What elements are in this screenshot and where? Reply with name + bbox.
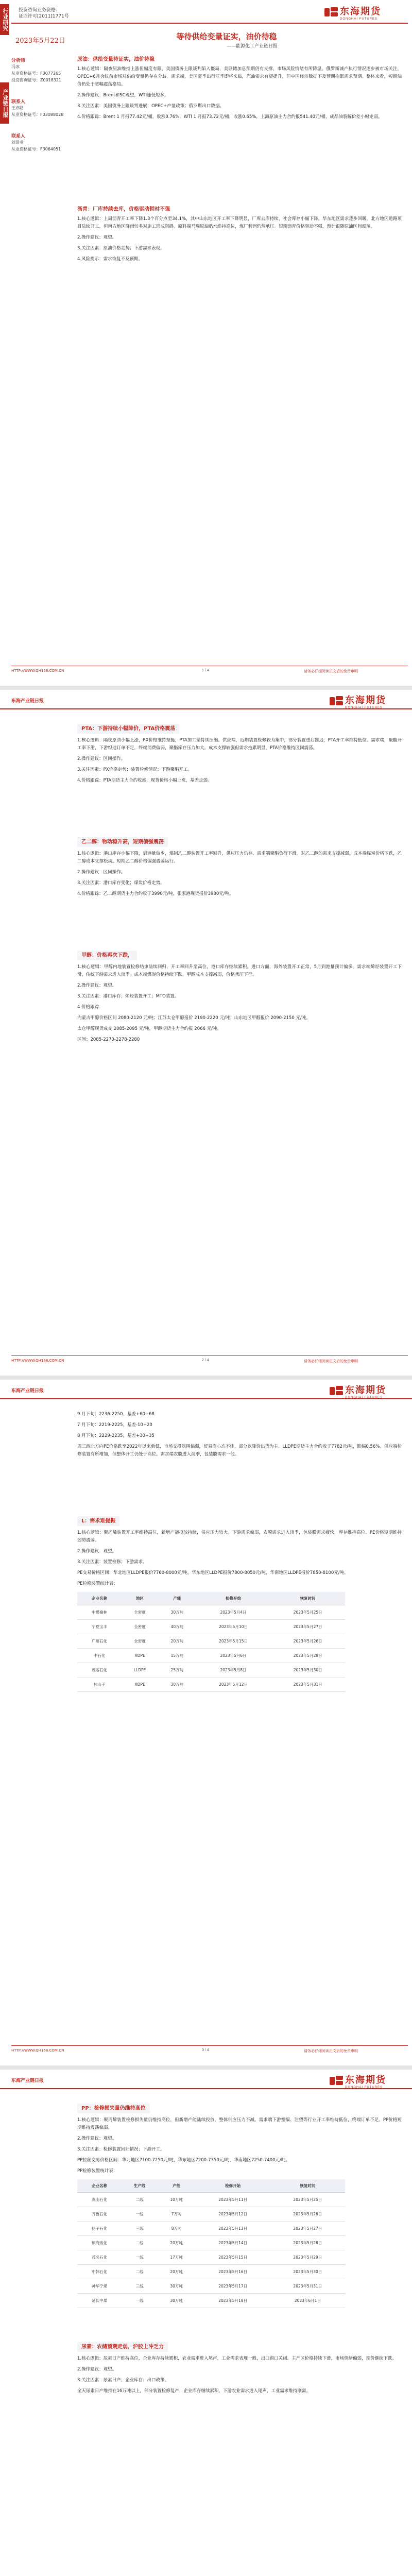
- table-cell: LLDPE: [122, 1663, 158, 1677]
- table-cell: 30万吨: [158, 1677, 196, 1692]
- table-cell: 延长中煤: [77, 2294, 122, 2308]
- table-row: [77, 2236, 345, 2250]
- page-separator: [0, 2065, 412, 2070]
- table-cell: 茂名石化: [77, 1663, 122, 1677]
- page1-body: [77, 52, 402, 266]
- futures-line: 9 月下旬：2236-2250，基差+60+68: [77, 1412, 154, 1417]
- logo-text: 东海期货: [345, 2075, 386, 2086]
- pta-title: PTA：下游持续小幅降价，PTA价格震荡: [77, 724, 179, 734]
- table-cell: 二线: [122, 2236, 157, 2250]
- table-cell: 2023年5月26日: [270, 2207, 345, 2222]
- pe-p4: PE交易价格区间：华北地区LLDPE报价7760-8000元/吨，华东地区LLDPE报价7800-8050元/吨，华南地区LLDPE报价7850-8100元/吨。: [77, 1570, 349, 1575]
- table-cell: 一线: [122, 2294, 157, 2308]
- table-row: [77, 1605, 345, 1620]
- page4-body: [77, 2100, 402, 2398]
- table-cell: 25万吨: [158, 1663, 196, 1677]
- category-tag: 行业研究: [0, 4, 9, 35]
- logo-mark-icon: [324, 7, 338, 18]
- pta-p4: 4.价格跟踪：PTA期货主力合约收涨，现货价格小幅上涨，基差走弱。: [77, 778, 212, 783]
- pp-title: PP：检修损失量仍维持高位: [77, 2104, 150, 2113]
- contact-name: 刘景业: [11, 140, 24, 145]
- license-line-2: 证监许可[2011]1771号: [19, 14, 69, 19]
- table-cell: 2023年5月15日: [196, 1634, 271, 1649]
- table-cell: 宁夏宝丰: [77, 1620, 122, 1634]
- table-header: 地区: [122, 1592, 158, 1605]
- methanol-range: 区间：2085-2270-2278-2280: [77, 1037, 140, 1042]
- header-rule: [11, 23, 408, 24]
- table-row: [77, 2250, 345, 2265]
- crude-p3: 3.关注因素：美国债务上限谈判进展；OPEC+产量政策；俄罗斯出口数据。: [77, 104, 224, 109]
- page-4: [0, 2070, 412, 2576]
- table-row: [77, 2222, 345, 2236]
- logo-en: DONGHAI FUTURES: [340, 18, 378, 21]
- table-cell: 全密度: [122, 1634, 158, 1649]
- table-cell: 8万吨: [158, 2222, 196, 2236]
- pp-intro: 周三西北方向PE价格跌至2022年以来新低，市场交投氛围偏弱，贸易商心态不佳，部分以降价出货为主。LLDPE期货主力合约收于7782元/吨，跌幅0.56%。供应端检修装置有所增加，但整体开工仍处于高位。需求端农膜进入淡季，包装膜需求一般。: [77, 1444, 402, 1457]
- table-row: [77, 2279, 345, 2294]
- table-cell: 2023年5月16日: [196, 2265, 270, 2279]
- table-header: 生产线: [122, 2179, 157, 2193]
- logo-mark-icon: [330, 1386, 343, 1396]
- asphalt-p3: 3.关注因素：原油价格走势；下游需求表现。: [77, 246, 165, 251]
- footer-rule: [11, 1355, 408, 1356]
- footer-url[interactable]: HTTP://WWW.QH168.COM.CN: [11, 1359, 64, 1363]
- analyst-name: 冯冰: [11, 64, 20, 69]
- table-cell: 2023年5月17日: [196, 2279, 270, 2294]
- asphalt-p1: 1.核心逻辑：上周沥青开工率下降1.3个百分点至34.1%，其中山东地区开工率下降明显，厂库去库持续，社会库存小幅下降。华东地区需求逐步回暖，北方地区道路项目陆续开工，但南方地区降雨较多对施工形成阻碍。原料端马瑞原油贴水维持高位，炼厂利润仍然承压。短期沥青价格驱动不强，预计跟随原油区间震荡。: [77, 216, 402, 229]
- running-header: [0, 1380, 412, 1399]
- crude-p1: 1.核心逻辑：隔夜原油维持上涨但幅度有限，美国债务上限谈判陷入僵局，美联储加息预期仍有支撑，市场风险情绪有所降温。俄罗斯减产执行情况逐步被市场关注，OPEC+6月会议前市场对供给变量仍存在分歧。需求端，美国夏季出行旺季即将来临，汽油需求有望提升，但中国经济数据不及预期拖累需求预期。整体来看，短期油价仍处于宽幅震荡格局。: [77, 66, 402, 87]
- table-cell: 2023年5月11日: [196, 2193, 270, 2207]
- table-cell: 2023年5月18日: [196, 2294, 270, 2308]
- table-cell: 2023年5月26日: [270, 1634, 345, 1649]
- table-header: 检修开始: [196, 1592, 271, 1605]
- eg-p4: 4.价格跟踪：乙二醇期货主力合约收于3990元/吨，张家港现货报价3980元/吨。: [77, 891, 234, 896]
- sub-tag: 产业链日报: [0, 82, 9, 124]
- table-cell: 2023年5月30日: [270, 1663, 345, 1677]
- table-row: [77, 1634, 345, 1649]
- methanol-p1: 1.核心逻辑：甲醇内地装置检修结束陆续回归，开工率回升至高位，港口库存继续累积。进口方面，海外装置开工正常，5月到港量预计偏多。需求端烯烃装置开工下滑，传统下游需求进入淡季。成本端煤炭价格持续下跌，甲醇成本支撑减弱，价格承压下行。: [77, 964, 402, 977]
- crude-title: 原油：供给变量待证实，油价待稳: [77, 57, 154, 62]
- table-cell: 三线: [122, 2279, 157, 2294]
- table-cell: 全密度: [122, 1620, 158, 1634]
- table-cell: 扬子石化: [77, 2222, 122, 2236]
- table-cell: 2023年5月13日: [196, 2222, 270, 2236]
- analyst-panel: [11, 52, 71, 152]
- table-cell: 7万吨: [158, 2207, 196, 2222]
- asphalt-p4: 4.风险提示：需求恢复不及预期。: [77, 257, 143, 262]
- table-header: 检修开始: [196, 2179, 270, 2193]
- pta-p2: 2.操作建议：区间操作。: [77, 756, 126, 761]
- company-logo: [324, 4, 381, 21]
- crude-p4: 4.价格跟踪：Brent 1 月报77.42元/桶，收涨0.76%，WTI 1 月报73.72元/桶，收涨0.65%，上海原油主力合约报541.40元/桶，成品油裂解价差小幅走弱。: [77, 114, 383, 120]
- eg-p3: 3.关注因素：港口库存变化；煤炭价格走势。: [77, 880, 165, 886]
- pe-p1: 1.核心逻辑：聚乙烯装置开工率维持高位，新增产能投放持续，供应压力较大。下游需求偏弱，农膜需求进入淡季，包装膜需求疲软，库存维持高位。PE价格短期维持弱势震荡。: [77, 1530, 402, 1543]
- table-cell: 20万吨: [158, 1634, 196, 1649]
- table-cell: 2023年5月28日: [270, 2236, 345, 2250]
- table-row: [77, 2207, 345, 2222]
- table-row: [77, 2193, 345, 2207]
- page-separator: [0, 686, 412, 690]
- methanol-p5: 内蒙古甲醇价格区间 2080-2120 元/吨；江苏太仓甲醇报价 2190-2220 元/吨；山东地区甲醇报价 2090-2150 元/吨。: [77, 1015, 311, 1021]
- running-header-label: 东海产业链日报: [11, 2078, 44, 2083]
- table-cell: 17万吨: [158, 2250, 196, 2265]
- footer-rule: [11, 2045, 408, 2046]
- pp-p1: 1.核心逻辑：聚丙烯装置检修损失量仍维持高位，但新增产能陆续投放，整体供应压力不减。需求端下游塑编、注塑等行业开工率维持低位，终端订单不足。PP价格短期维持震荡偏弱。: [77, 2117, 402, 2130]
- table-cell: 2023年5月29日: [270, 2250, 345, 2265]
- table-cell: 中韩石化: [77, 2265, 122, 2279]
- table-cell: 2023年5月31日: [270, 2279, 345, 2294]
- table-header: 恢复时间: [270, 2179, 345, 2193]
- table-cell: 二线: [122, 2193, 157, 2207]
- urea-title: 尿素：农储预期走弱，沪胶上冲乏力: [77, 2342, 168, 2352]
- table-row: [77, 1663, 345, 1677]
- logo-mark-icon: [330, 2076, 343, 2086]
- urea-p2: 2.操作建议：观望。: [77, 2367, 117, 2372]
- pp-p3: 3.关注因素：检修装置回归情况；下游开工。: [77, 2147, 165, 2152]
- pta-p3: 3.关注因素：PX价格走势；装置检修情况；下游聚酯开工。: [77, 767, 193, 772]
- company-logo: [330, 1383, 386, 1399]
- methanol-p2: 2.操作建议：观望。: [77, 983, 117, 988]
- table-cell: 茂名石化: [77, 2250, 122, 2265]
- table-cell: 2023年5月25日: [270, 2193, 345, 2207]
- running-header-label: 东海产业链日报: [11, 699, 44, 704]
- page-3: [0, 1380, 412, 2065]
- contact-label: 联系人: [11, 134, 26, 139]
- contact-cert: 从业资格证号：F3064051: [11, 147, 61, 151]
- table-cell: 全密度: [122, 1605, 158, 1620]
- page2-body: [77, 721, 402, 1047]
- table-cell: 15万吨: [158, 1649, 196, 1663]
- table-cell: 广州石化: [77, 1634, 122, 1649]
- table-cell: 2023年5月14日: [196, 2236, 270, 2250]
- running-header: [0, 2070, 412, 2089]
- table-cell: 2023年5月31日: [270, 1677, 345, 1692]
- license-line-1: 投资咨询业务资格：: [19, 8, 61, 13]
- page-number: 1 / 4: [202, 669, 209, 672]
- logo-text: 东海期货: [345, 695, 386, 706]
- footer-url[interactable]: HTTP://WWW.QH168.COM.CN: [11, 2048, 64, 2053]
- urea-p4: 全天尿素日产维持在16万吨以上，部分装置检修复产，企业库存继续累积，下游农业需求进入尾声，工业需求维持刚需。: [77, 2388, 311, 2394]
- table-row: [77, 2294, 345, 2308]
- table-cell: 2023年5月4日: [196, 1605, 271, 1620]
- page-separator: [0, 1376, 412, 1380]
- report-title: 等待供给变量证实，油价待稳: [176, 32, 277, 41]
- pta-p1: 1.核心逻辑：隔夜原油小幅上涨，PX价格维持坚挺，PTA加工差持续压缩。供应端，近期装置检修较为集中，部分装置重启推迟，PTA开工率维持低位。需求端，聚酯开工率下滑，下游织造订单不足，终端消费偏弱，聚酯库存压力加大。成本支撑较强但需求拖累明显，PTA价格维持区间震荡。: [77, 738, 402, 751]
- table-cell: 40万吨: [158, 1620, 196, 1634]
- page-number: 2 / 4: [202, 1359, 209, 1362]
- futures-line: 7 月下旬：2219-2225，基差-10+20: [77, 1422, 152, 1428]
- futures-line: 8 月下旬：2229-2235，基差+30+35: [77, 1433, 154, 1438]
- table-cell: 30万吨: [158, 1605, 196, 1620]
- pp-p4: PP拉丝交易价格区间：华北地区7100-7250元/吨，华东地区7200-7350元/吨，华南地区7250-7400元/吨。: [77, 2158, 290, 2163]
- table-cell: 2023年5月10日: [196, 1620, 271, 1634]
- report-subtitle: ——能源化工产业链日报: [227, 44, 278, 49]
- table-header: 企业名称: [77, 2179, 122, 2193]
- logo-mark-icon: [330, 696, 343, 706]
- contact-label: 联系人: [11, 99, 26, 105]
- table-cell: 一线: [122, 2207, 157, 2222]
- table-cell: 20万吨: [158, 2265, 196, 2279]
- footer-disclaimer: 请务必仔细阅读正文后的免责申明: [304, 2049, 358, 2053]
- urea-p1: 1.核心逻辑：尿素日产维持高位，企业库存持续累积，农业需求进入尾声，工业需求表现一般，出口窗口关闭。主产区价格持续下滑，市场情绪偏弱，期价继续下跌。: [77, 2356, 397, 2361]
- table-cell: 2023年5月15日: [196, 2250, 270, 2265]
- pe-p5: PE检修装置统计表：: [77, 1581, 118, 1586]
- footer-disclaimer: 请务必仔细阅读正文后的免责申明: [304, 669, 358, 673]
- contact-name: 王亦路: [11, 106, 24, 110]
- company-logo: [330, 693, 386, 709]
- pp-maintenance-table: [77, 2179, 345, 2308]
- crude-p2: 2.操作建议：Brent和SC观望，WTI逢低短多。: [77, 93, 169, 98]
- logo-en: DONGHAI FUTURES: [345, 1396, 383, 1399]
- pe-p2: 2.操作建议：观望。: [77, 1549, 117, 1554]
- page-1: [0, 0, 412, 686]
- page-2: [0, 690, 412, 1376]
- table-cell: 神华宁煤: [77, 2279, 122, 2294]
- company-logo: [330, 2073, 386, 2089]
- logo-text: 东海期货: [345, 1385, 386, 1396]
- methanol-p4: 4.价格跟踪：: [77, 1005, 104, 1010]
- table-cell: 二线: [122, 2265, 157, 2279]
- table-cell: 独山子: [77, 1677, 122, 1692]
- page3-body: [77, 1411, 402, 1692]
- footer-url[interactable]: HTTP://WWW.QH168.COM.CN: [11, 669, 64, 673]
- eg-p1: 1.核心逻辑：港口库存小幅下降，到港量偏少，煤制乙二醇装置开工率回升，供应压力仍存。需求端聚酯负荷下滑，对乙二醇的需求支撑减弱。成本端煤炭价格下跌，乙二醇成本支撑松动。短期乙二醇价格偏强震荡运行。: [77, 851, 402, 864]
- table-cell: 中煤榆林: [77, 1605, 122, 1620]
- pe-title: L：需求难提振: [77, 1516, 119, 1526]
- methanol-title: 甲醇：价格再次下跌，: [77, 951, 137, 960]
- table-cell: 2023年5月8日: [196, 1663, 271, 1677]
- table-cell: 2023年5月12日: [196, 2207, 270, 2222]
- table-cell: 2023年6月1日: [270, 2294, 345, 2308]
- table-cell: 2023年5月27日: [270, 2222, 345, 2236]
- report-date: 2023年5月22日: [15, 37, 65, 45]
- pe-maintenance-table: [77, 1592, 345, 1692]
- table-cell: 2023年5月25日: [270, 1605, 345, 1620]
- table-cell: HDPE: [122, 1649, 158, 1663]
- table-header: 产能: [158, 1592, 196, 1605]
- table-cell: HDPE: [122, 1677, 158, 1692]
- eg-p2: 2.操作建议：区间操作。: [77, 870, 126, 875]
- logo-en: DONGHAI FUTURES: [345, 706, 383, 709]
- table-cell: 10万吨: [158, 2193, 196, 2207]
- table-row: [77, 1677, 345, 1692]
- table-cell: 2023年5月27日: [270, 1620, 345, 1634]
- eg-title: 乙二醇：物动稳升高，短期偏强震荡: [77, 837, 168, 847]
- table-row: [77, 1649, 345, 1663]
- logo-en: DONGHAI FUTURES: [345, 2086, 383, 2089]
- analyst-label: 分析师: [11, 58, 26, 63]
- page-number: 3 / 4: [202, 2048, 209, 2052]
- table-cell: 30万吨: [158, 2279, 196, 2294]
- table-cell: 2023年5月30日: [270, 2265, 345, 2279]
- table-header: 企业名称: [77, 1592, 122, 1605]
- analyst-cert: 从业资格证号：F3077265: [11, 71, 61, 76]
- methanol-p6: 太仓甲醇现货成交 2085-2095 元/吨，甲醇期货主力合约报 2066 元/吨。: [77, 1026, 222, 1031]
- logo-text: 东海期货: [340, 6, 381, 17]
- table-header: 恢复时间: [270, 1592, 345, 1605]
- asphalt-p2: 2.操作建议：观望。: [77, 235, 117, 240]
- running-header: [0, 690, 412, 709]
- table-cell: 30万吨: [158, 2294, 196, 2308]
- urea-p3: 3.关注因素：尿素日产；企业库存；出口政策。: [77, 2378, 169, 2383]
- methanol-p3: 3.关注因素：港口库存；烯烃装置开工；MTO装置。: [77, 994, 179, 999]
- pp-p5: PP检修装置统计表：: [77, 2168, 118, 2174]
- table-header: 产能: [158, 2179, 196, 2193]
- table-cell: 中石化: [77, 1649, 122, 1663]
- table-cell: 镇海炼化: [77, 2236, 122, 2250]
- table-row: [77, 1620, 345, 1634]
- table-cell: 齐鲁石化: [77, 2207, 122, 2222]
- running-header-label: 东海产业链日报: [11, 1388, 44, 1394]
- table-cell: 2023年5月12日: [196, 1677, 271, 1692]
- contact-cert: 从业资格证号：F03088028: [11, 112, 64, 117]
- table-row: [77, 2265, 345, 2279]
- table-cell: 燕山石化: [77, 2193, 122, 2207]
- table-cell: 20万吨: [158, 2236, 196, 2250]
- footer-disclaimer: 请务必仔细阅读正文后的免责申明: [304, 1359, 358, 1363]
- table-cell: 一线: [122, 2250, 157, 2265]
- asphalt-title: 沥青：厂库持续去库，价格驱动暂时不强: [77, 207, 170, 212]
- table-cell: 三线: [122, 2222, 157, 2236]
- pp-p2: 2.操作建议：观望。: [77, 2136, 117, 2141]
- table-cell: 2023年5月6日: [196, 1649, 271, 1663]
- analyst-invest: 投资咨询证号：Z0018321: [11, 78, 62, 82]
- table-cell: 2023年5月28日: [270, 1649, 345, 1663]
- pe-p3: 3.关注因素：装置检修；下游需求。: [77, 1560, 147, 1565]
